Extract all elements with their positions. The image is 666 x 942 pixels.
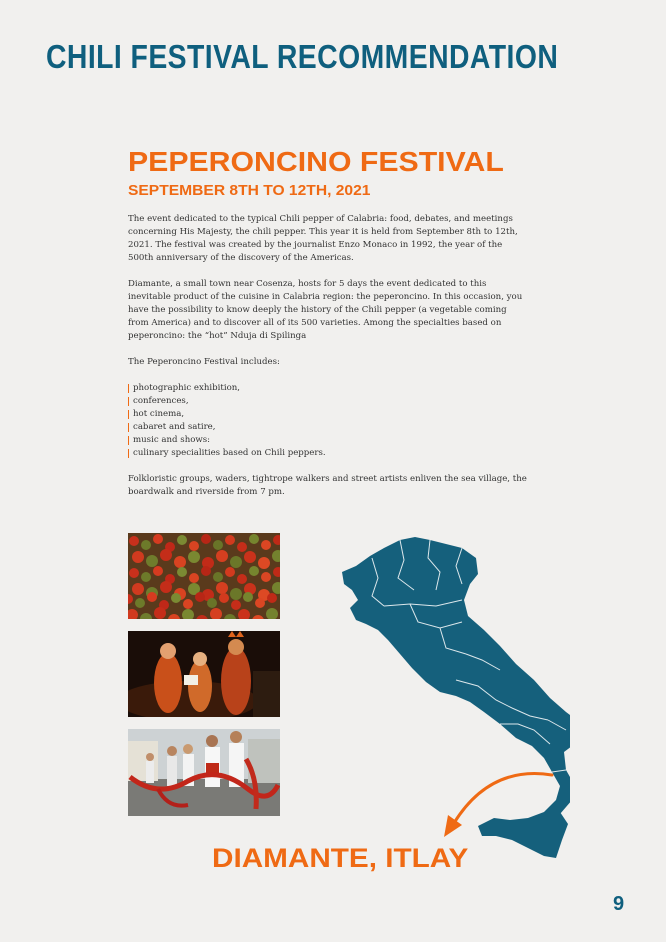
list-item: culinary specialities based on Chili peppers. [128, 447, 528, 460]
event-title: PEPERONCINO FESTIVAL [128, 146, 504, 177]
page-number: 9 [613, 893, 625, 915]
paragraph-includes-intro: The Peperoncino Festival includes: [128, 357, 280, 367]
list-item: hot cinema, [128, 408, 528, 421]
paragraph-closing: Folkloristic groups, waders, tightrope walkers and street artists enliven the sea village, the boardwalk and riverside from 7 pm. [128, 474, 527, 497]
list-item: photographic exhibition, [128, 382, 528, 395]
article-body [128, 213, 528, 512]
photo-street-parade [128, 729, 280, 816]
location-label: DIAMANTE, ITLAY [212, 843, 469, 873]
page-title: CHILI FESTIVAL RECOMMENDATION [46, 38, 559, 75]
event-date: SEPTEMBER 8TH TO 12TH, 2021 [128, 182, 371, 199]
location-arrow [430, 765, 560, 845]
paragraph-intro: The event dedicated to the typical Chili pepper of Calabria: food, debates, and meetings concerning His Majesty, the chili pepper. This year it is held from September 8th to 12th, 2021. The festival was created by the journalist Enzo Monaco in 1992, the year of the 500th anniversary of the discovery of the Americas. [128, 214, 518, 263]
includes-list [128, 382, 528, 460]
photo-festival-performers [128, 631, 280, 717]
list-item: conferences, [128, 395, 528, 408]
list-item: music and shows: [128, 434, 528, 447]
photo-peppers-olives [128, 533, 280, 619]
paragraph-diamante: Diamante, a small town near Cosenza, hosts for 5 days the event dedicated to this inevitable product of the cuisine in Calabria region: the peperoncino. In this occasion, you have the possibility to know deeply the history of the Chili pepper (a vegetable coming from America) and to discover all of its 500 varieties. Among the specialties based on peperoncino: the “hot” Nduja di Spilinga [128, 279, 523, 341]
list-item: cabaret and satire, [128, 421, 528, 434]
